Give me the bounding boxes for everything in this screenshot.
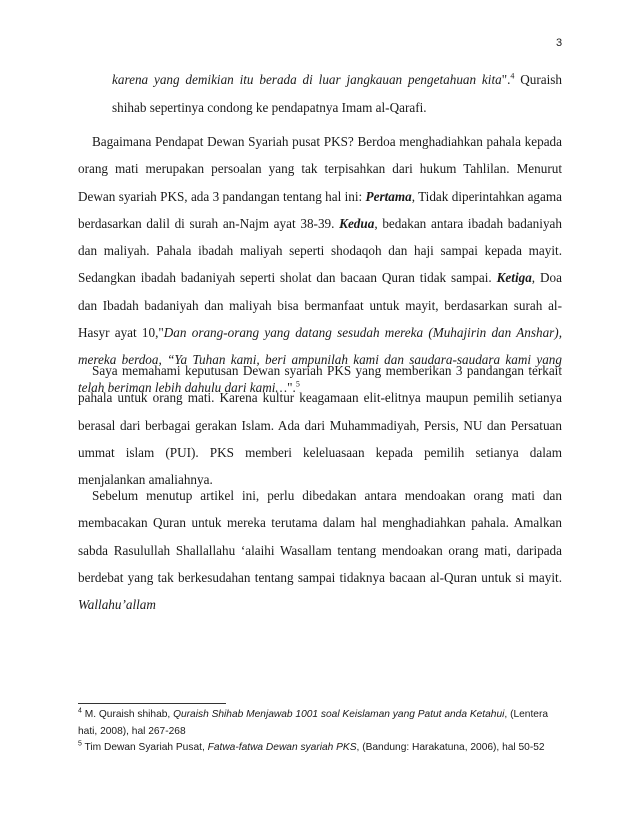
- footnote-5-number: 5: [78, 740, 82, 748]
- quote-close: ".: [501, 72, 511, 87]
- footnote-5-author: Tim Dewan Syariah Pusat,: [81, 742, 208, 753]
- quote-continuation: [112, 66, 562, 121]
- footnote-4-number: 4: [78, 707, 82, 715]
- footnotes: [78, 707, 562, 757]
- term-ketiga: Ketiga: [496, 270, 532, 286]
- closing-phrase: Wallahu’allam: [78, 597, 156, 613]
- paragraph2-text: Saya memahami keputusan Dewan syariah PKS yang memberikan 3 pandangan terkait pahala untuk orang mati. Karena kultur keagamaan elit-elitnya maupun pemilih setianya berasal dari berbagai gerakan Islam. Ada dari Muhammadiyah, Persis, NU dan Persatuan ummat islam (PUI). PKS memberi keleluasaan kepada pemilih setianya dalam menjalankan amaliahnya.: [78, 363, 562, 488]
- footnote-4: [78, 707, 562, 740]
- footnote-4-author: M. Quraish shihab,: [81, 709, 174, 720]
- footnote-4-title: Quraish Shihab Menjawab 1001 soal Keislaman yang Patut anda Ketahui: [173, 709, 505, 720]
- footnote-ref-5[interactable]: 5: [295, 379, 300, 389]
- p1-segment-2: , Tidak diperintahkan agama berdasarkan dalil di surah an-Najm ayat 38-39.: [78, 188, 562, 231]
- quote-italic-text: karena yang demikian itu berada di luar jangkauan pengetahuan kita: [112, 72, 502, 87]
- page-number: 3: [556, 37, 563, 49]
- p1-segment-1: Bagaimana Pendapat Dewan Syariah pusat PKS? Berdoa menghadiahkan pahala kepada orang mati merupakan persoalan yang tak terpisahkan dari hukum Tahlilan. Menurut Dewan syariah PKS, ada 3 pandangan tentang hal ini:: [78, 134, 562, 204]
- footnote-5-title: Fatwa-fatwa Dewan syariah PKS: [207, 742, 357, 753]
- p1-segment-4: , Doa dan Ibadah badaniyah dan maliyah bisa bermanfaat untuk mayit, berdasarkan surah al-Hasyr ayat 10,": [78, 270, 562, 341]
- footnote-5-publication: , (Bandung: Harakatuna, 2006), hal 50-52: [356, 742, 545, 753]
- footnote-separator: [78, 703, 226, 704]
- paragraph3-text: Sebelum menutup artikel ini, perlu dibedakan antara mendoakan orang mati dan membacakan Quran untuk mereka terutama dalam hal menghadiahkan pahala. Amalkan sabda Rasulullah Shallallahu ‘alaihi Wasallam tentang mendoakan orang mati, daripada berdebat yang tak berkesudahan tentang sampai tidaknya bacaan al-Quran untuk si mayit.: [78, 488, 562, 585]
- term-pertama: Pertama: [365, 188, 412, 204]
- quote-tail: Quraish shihab sepertinya condong ke pendapatnya Imam al-Qarafi.: [112, 72, 562, 115]
- paragraph-closing: [78, 482, 562, 618]
- quran-quote: Dan orang-orang yang datang sesudah mereka (Muhajirin dan Anshar), mereka berdoa, “Ya Tuhan kami, beri ampunilah kami dan saudara-saudara kami yang telah beriman lebih dahulu dari kami…: [78, 325, 562, 395]
- paragraph-understanding: [78, 357, 562, 493]
- term-kedua: Kedua: [339, 215, 375, 231]
- footnote-ref-4[interactable]: 4: [510, 71, 515, 81]
- footnote-4-publication: , (Lentera hati, 2008), hal 267-268: [78, 709, 549, 737]
- footnote-5: [78, 740, 562, 757]
- p1-segment-3: , bedakan antara ibadah badaniyah dan maliyah. Pahala ibadah maliyah seperti shodaqoh dan haji sampai kepada mayit. Sedangkan ibadah badaniyah seperti sholat dan bacaan Quran tidak sampai.: [78, 215, 562, 286]
- p1-quote-close: ".: [287, 379, 296, 395]
